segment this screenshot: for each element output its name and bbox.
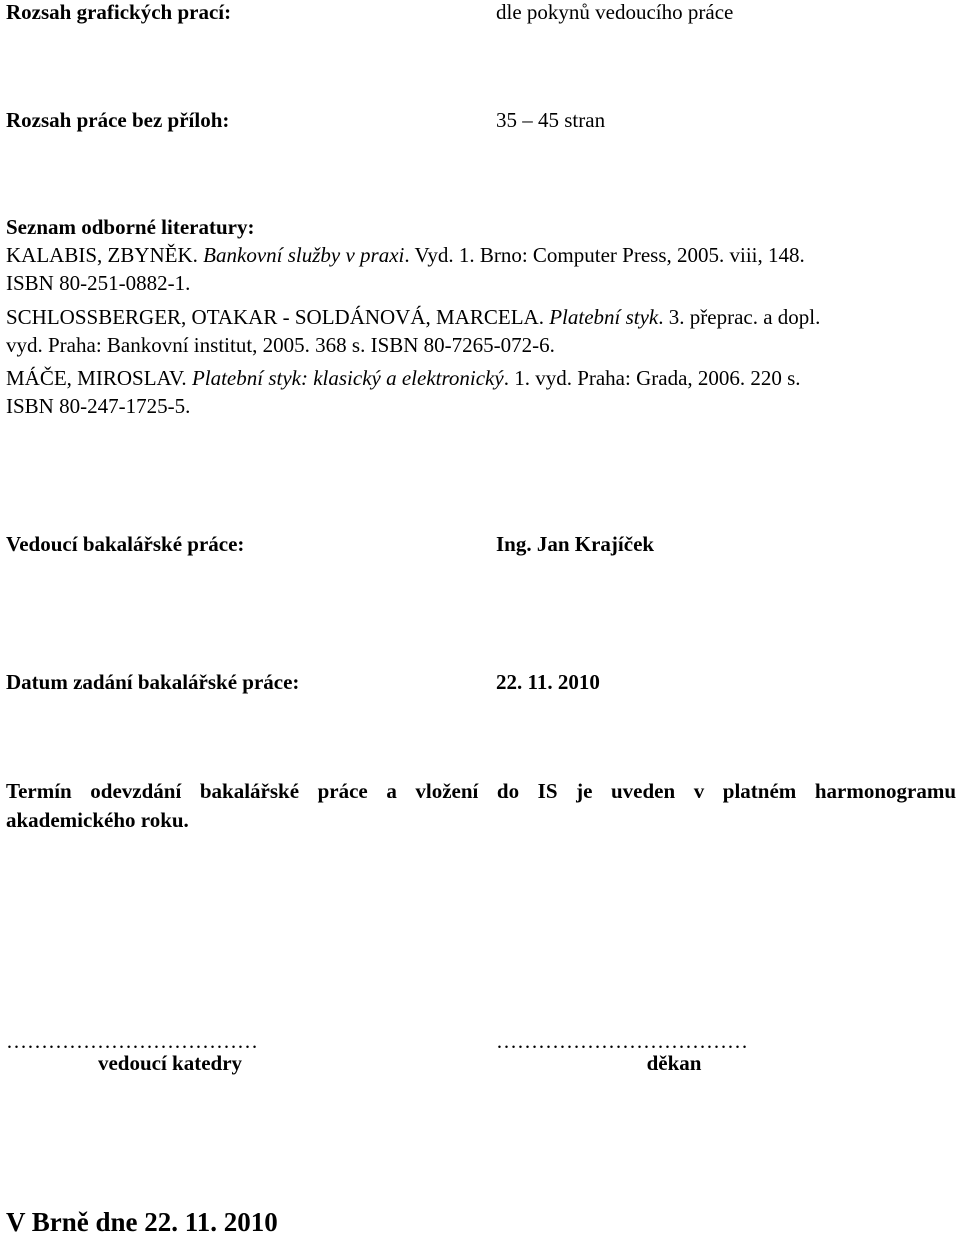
- assignment-date-value: 22. 11. 2010: [496, 670, 600, 694]
- graphics-scope-value: dle pokynů vedoucího práce: [496, 0, 734, 24]
- literature-ref-1-line-1: [6, 241, 805, 270]
- literature-ref-3-line-1: [6, 364, 801, 393]
- supervisor-label: Vedoucí bakalářské práce:: [6, 532, 245, 556]
- assignment-date-label: Datum zadání bakalářské práce:: [6, 670, 300, 694]
- ref-1-publication: . Vyd. 1. Brno: Computer Press, 2005. viii, 148.: [404, 243, 805, 267]
- literature-ref-1-line-2: ISBN 80-251-0882-1.: [6, 271, 191, 295]
- dean-label: děkan: [646, 1051, 702, 1075]
- signature-line-left: ………………………………: [6, 1029, 258, 1053]
- graphics-scope-label: Rozsah grafických prací:: [6, 0, 232, 24]
- ref-1-title: Bankovní služby v praxi: [203, 243, 405, 267]
- ref-3-title: Platební styk: klasický a elektronický: [191, 366, 504, 390]
- signature-line-right: ………………………………: [496, 1029, 748, 1053]
- thesis-length-value: 35 – 45 stran: [496, 108, 606, 132]
- ref-2-authors: SCHLOSSBERGER, OTAKAR - SOLDÁNOVÁ, MARCELA.: [6, 305, 550, 329]
- ref-3-author: MÁČE, MIROSLAV.: [6, 366, 192, 390]
- ref-2-title: Platební styk: [549, 305, 659, 329]
- head-of-department-label: vedoucí katedry: [97, 1051, 243, 1075]
- deadline-text-line-1: Termín odevzdání bakalářské práce a vložení do IS je uveden v platném harmonogramu: [6, 779, 956, 803]
- ref-1-author: KALABIS, ZBYNĚK.: [6, 243, 204, 267]
- thesis-length-label: Rozsah práce bez příloh:: [6, 108, 230, 132]
- literature-ref-3-line-2: ISBN 80-247-1725-5.: [6, 394, 191, 418]
- ref-2-edition: . 3. přeprac. a dopl.: [658, 305, 821, 329]
- literature-ref-2-line-1: [6, 303, 820, 332]
- ref-3-publication: . 1. vyd. Praha: Grada, 2006. 220 s.: [503, 366, 801, 390]
- literature-heading: Seznam odborné literatury:: [6, 215, 255, 239]
- supervisor-value: Ing. Jan Krajíček: [496, 532, 655, 556]
- deadline-text-line-2: akademického roku.: [6, 808, 189, 832]
- place-and-date: V Brně dne 22. 11. 2010: [6, 1207, 278, 1237]
- literature-ref-2-line-2: vyd. Praha: Bankovní institut, 2005. 368 s. ISBN 80-7265-072-6.: [6, 333, 555, 357]
